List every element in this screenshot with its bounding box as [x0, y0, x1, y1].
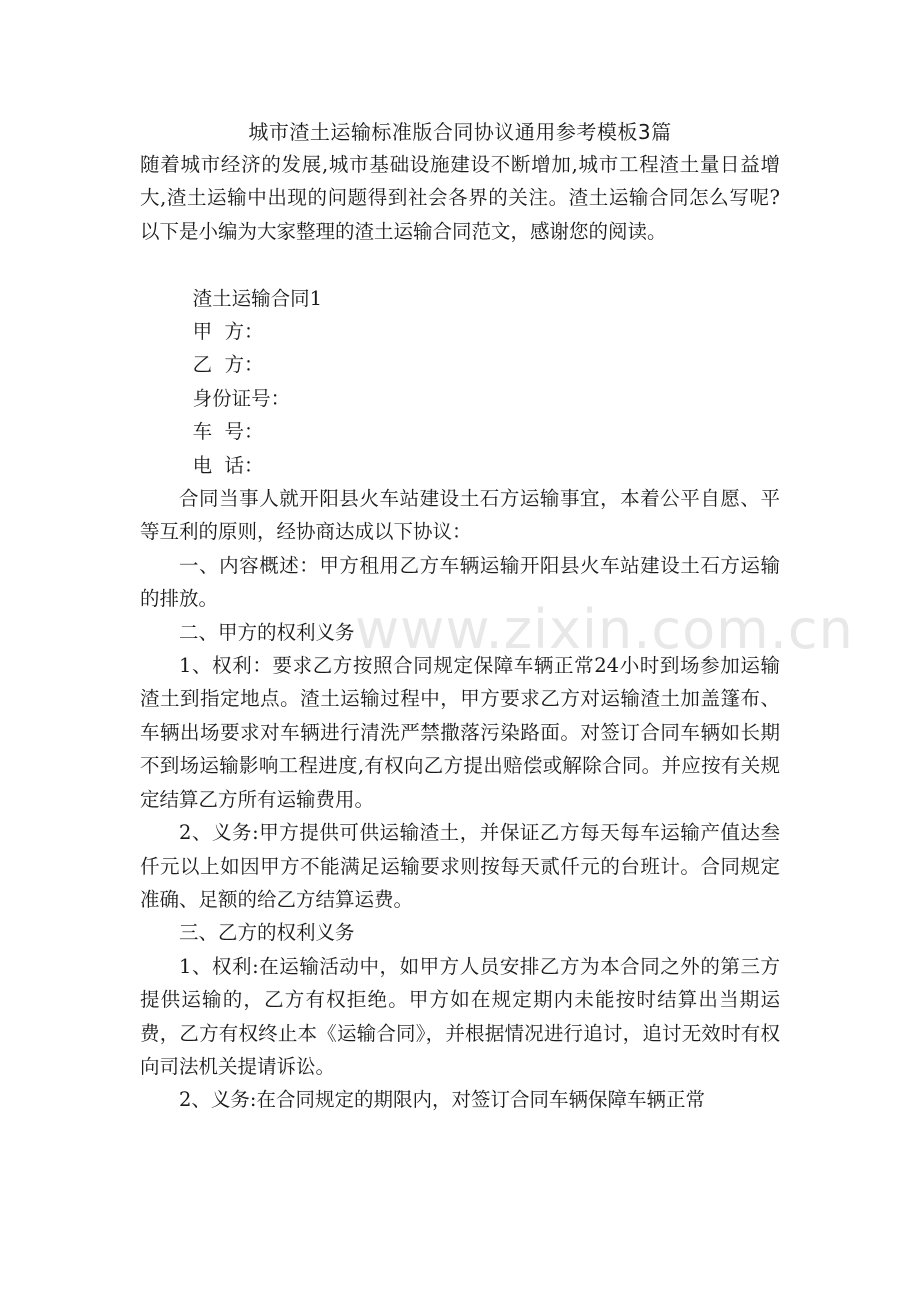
field-party-b: 乙 方：	[192, 353, 264, 377]
heading-section-2: 二、甲方的权利义务	[179, 620, 355, 644]
field-phone: 电 话：	[192, 453, 264, 477]
document-title: 城市渣土运输标准版合同协议通用参考模板3篇	[248, 120, 672, 144]
paragraph-section-3-duties: 2、义务:在合同规定的期限内，对签订合同车辆保障车辆正常	[179, 1088, 705, 1112]
document-body	[140, 148, 780, 1117]
paragraph-section-2-duties: 2、义务:甲方提供可供运输渣土，并保证乙方每天每车运输产值达叁仟元以上如因甲方不能满足运输要求则按每天贰仟元的台班计。合同规定准确、足额的给乙方结算运费。	[140, 821, 780, 911]
paragraph-section-2-rights: 1、权利：要求乙方按照合同规定保障车辆正常24小时到场参加运输渣土到指定地点。渣土运输过程中，甲方要求乙方对运输渣土加盖篷布、车辆出场要求对车辆进行清洗严禁撒落污染路面。对签订合同车辆如长期不到场运输影响工程进度,有权向乙方提出赔偿或解除合同。并应按有关规定结算乙方所有运输费用。	[140, 654, 780, 811]
paragraph-section-1: 一、内容概述：甲方租用乙方车辆运输开阳县火车站建设土石方运输的排放。	[140, 553, 780, 611]
heading-section-3: 三、乙方的权利义务	[179, 921, 355, 945]
field-party-a: 甲 方：	[192, 320, 264, 344]
contract-heading: 渣土运输合同1	[192, 286, 323, 310]
paragraph-section-3-rights: 1、权利:在运输活动中，如甲方人员安排乙方为本合同之外的第三方提供运输的，乙方有权拒绝。甲方如在规定期内未能按时结算出当期运费，乙方有权终止本《运输合同》，并根据情况进行追讨，追讨无效时有权向司法机关提请诉讼。	[140, 954, 780, 1078]
blank-line	[140, 248, 780, 281]
paragraph-agreement: 合同当事人就开阳县火车站建设土石方运输事宜，本着公平自愿、平等互利的原则，经协商达成以下协议：	[140, 487, 780, 544]
field-vehicle-number: 车 号：	[192, 420, 264, 444]
intro-paragraph: 随着城市经济的发展,城市基础设施建设不断增加,城市工程渣土量日益增大,渣土运输中出现的问题得到社会各界的关注。渣土运输合同怎么写呢?以下是小编为大家整理的渣土运输合同范文，感谢您的阅读。	[140, 153, 780, 243]
watermark-text: www.zixin.com.cn	[355, 598, 854, 661]
field-id-number: 身份证号：	[192, 386, 291, 410]
